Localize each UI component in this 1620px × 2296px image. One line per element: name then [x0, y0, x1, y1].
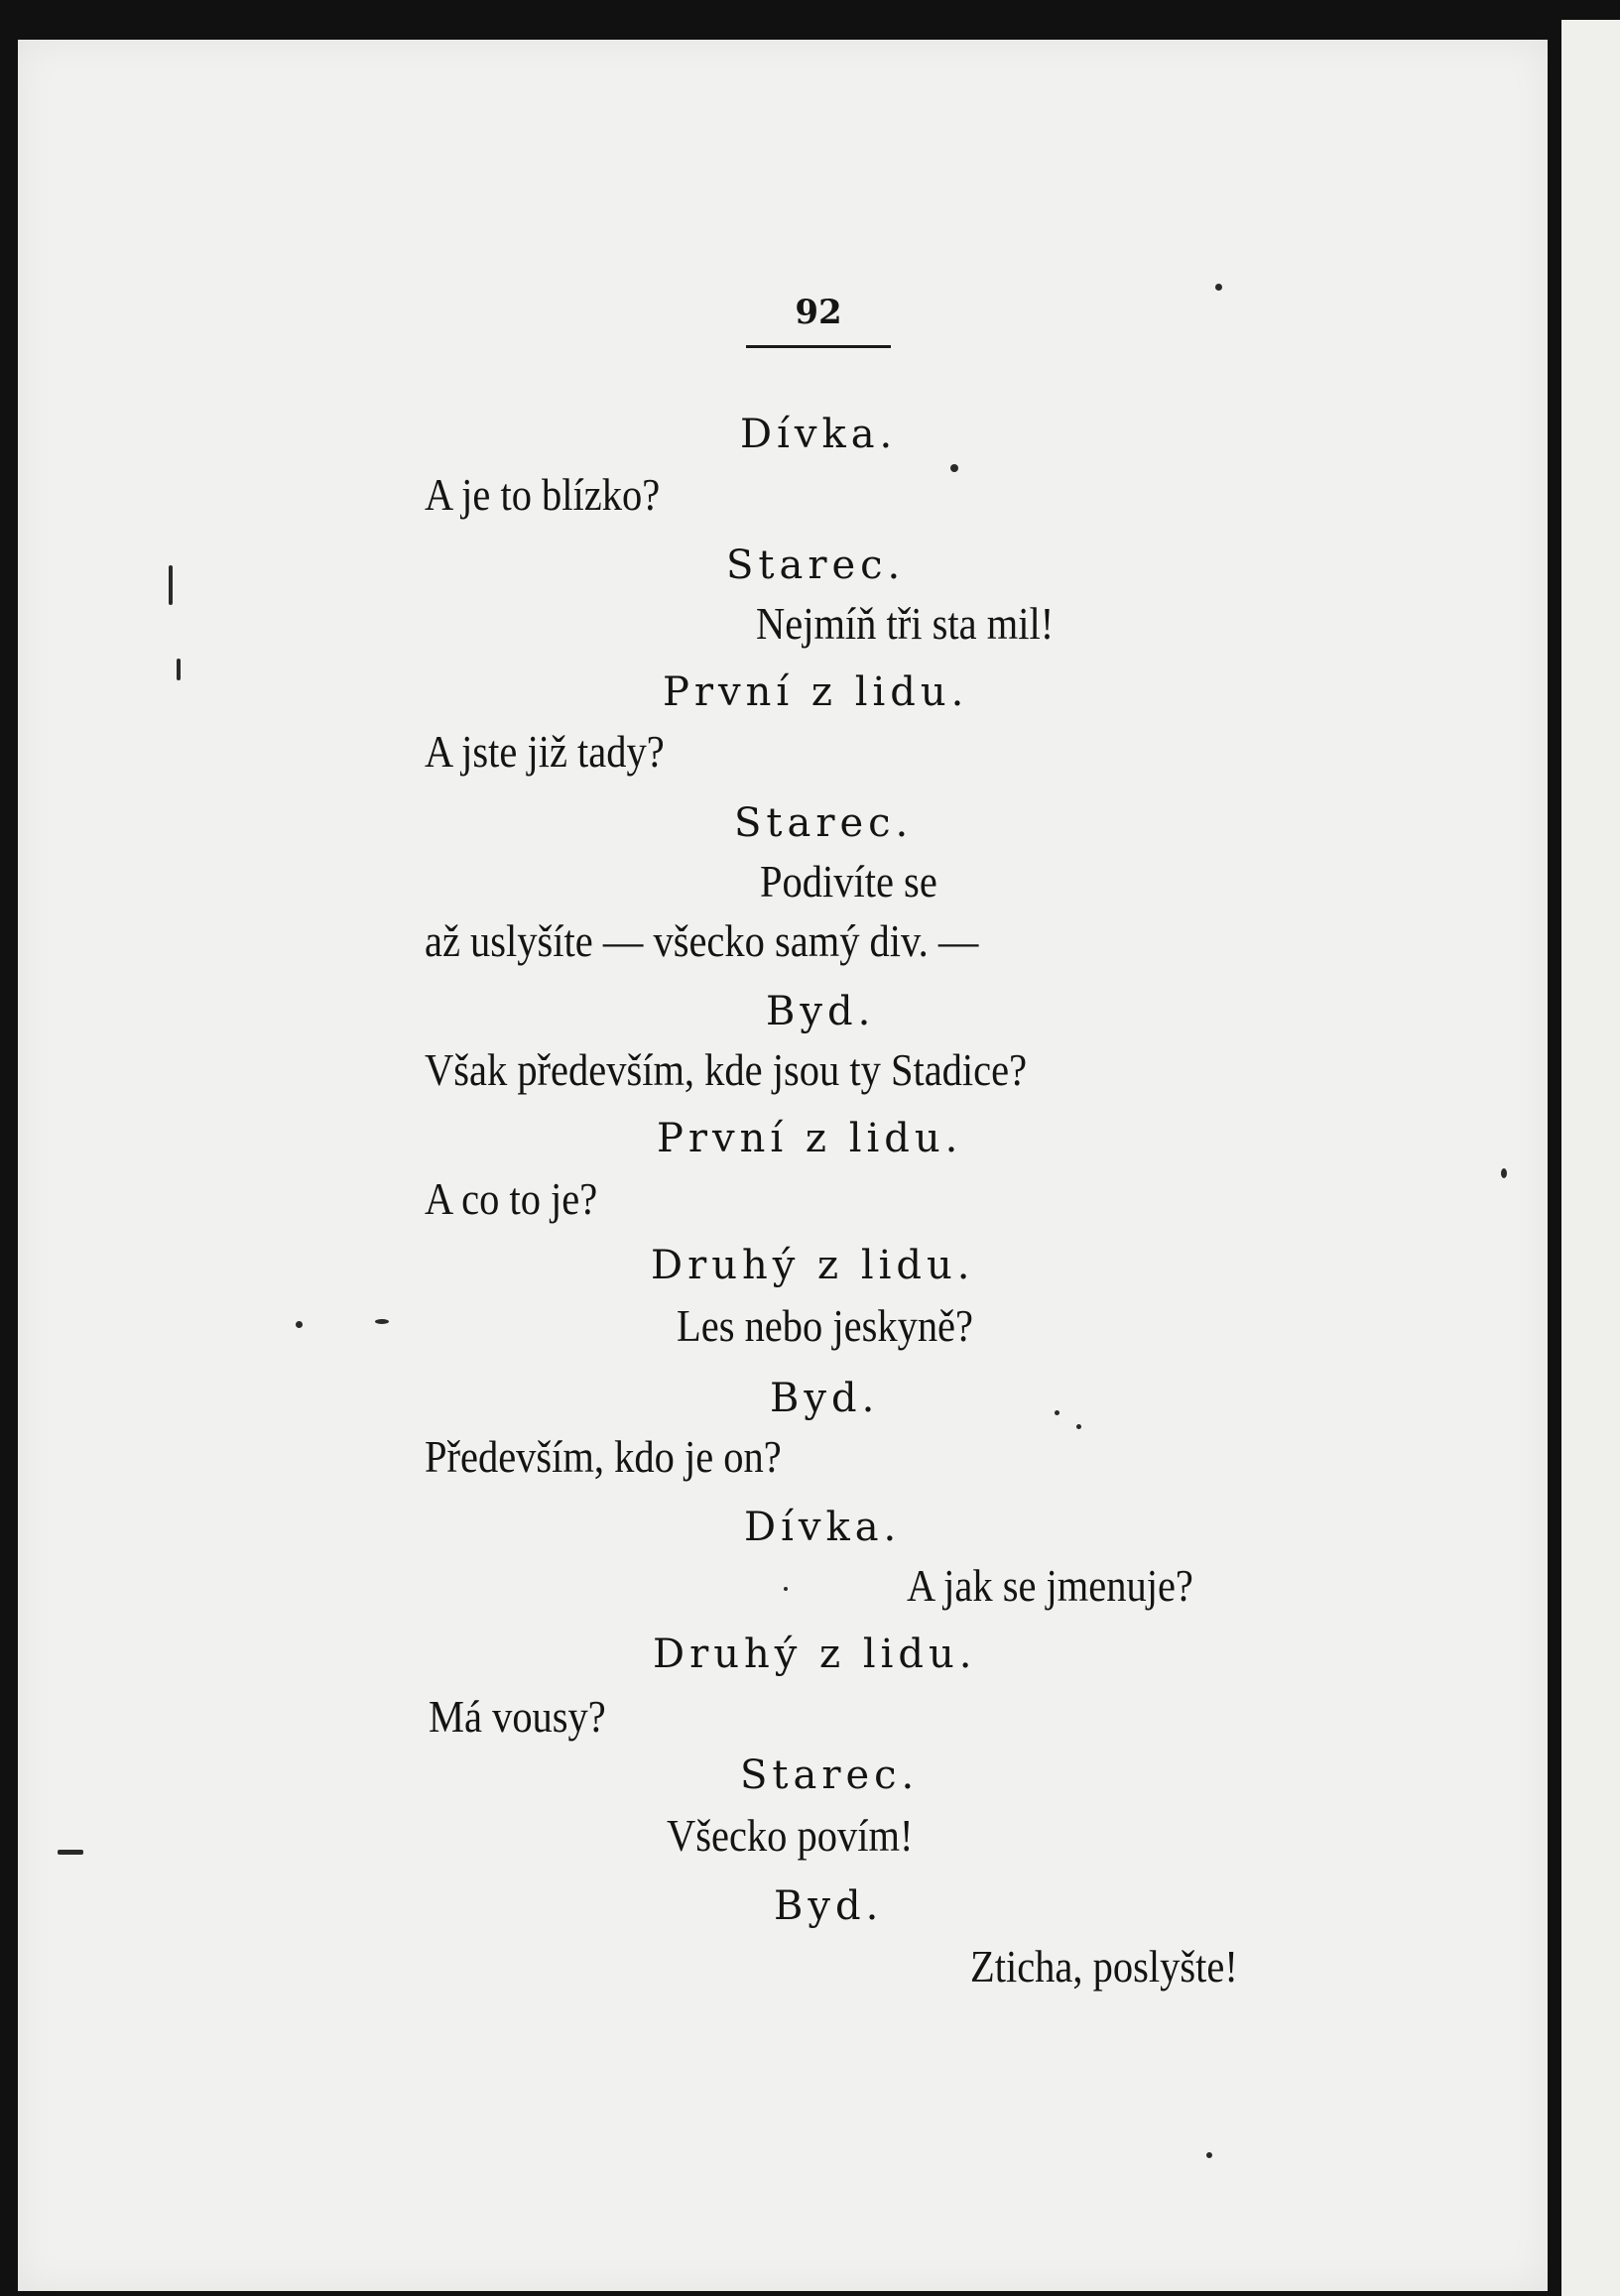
scan-speck — [950, 464, 958, 472]
verse-line: Především, kdo je on? — [425, 1431, 782, 1482]
scan-speck — [1206, 2152, 1212, 2158]
scan-speck — [1215, 284, 1222, 291]
speaker-line: První z lidu. — [657, 1116, 963, 1161]
speaker-line: Byd. — [774, 1883, 884, 1929]
scan-speck — [296, 1321, 303, 1328]
speaker-line: První z lidu. — [663, 669, 969, 715]
verse-line: Má vousy? — [429, 1691, 606, 1742]
speaker-line: Byd. — [770, 1376, 880, 1421]
speaker-line: Dívka. — [744, 1505, 902, 1550]
scan-speck — [1055, 1410, 1059, 1415]
scan-speck — [784, 1587, 788, 1591]
verse-line: Však především, kde jsou ty Stadice? — [425, 1044, 1028, 1095]
speaker-line: Druhý z lidu. — [653, 1631, 977, 1677]
page-number-rule — [746, 345, 891, 348]
verse-line: Všecko povím! — [667, 1810, 914, 1861]
book-page — [18, 40, 1548, 2291]
speaker-line: Starec. — [734, 800, 914, 846]
scan-speck — [1076, 1424, 1081, 1429]
scan-speck — [375, 1319, 389, 1324]
verse-line: Zticha, poslyšte! — [970, 1941, 1238, 1992]
verse-line: A je to blízko? — [425, 469, 661, 520]
verse-line: Podivíte se — [760, 856, 937, 906]
page-number: 92 — [795, 293, 842, 332]
verse-line: A jak se jmenuje? — [907, 1560, 1193, 1611]
scan-speck — [169, 565, 173, 605]
speaker-line: Starec. — [726, 543, 906, 588]
scan-speck — [58, 1850, 83, 1855]
speaker-line: Druhý z lidu. — [651, 1243, 975, 1288]
verse-line: až uslyšíte — všecko samý div. — — [425, 915, 979, 966]
speaker-line: Starec. — [740, 1752, 920, 1798]
verse-line: A jste již tady? — [425, 726, 665, 777]
scan-speck — [1501, 1168, 1507, 1178]
verse-line: Nejmíň tři sta mil! — [756, 598, 1055, 649]
scan-speck — [177, 659, 181, 680]
verse-line: A co to je? — [425, 1173, 598, 1224]
speaker-line: Dívka. — [740, 412, 898, 457]
adjacent-page-edge — [1561, 20, 1620, 2296]
verse-line: Les nebo jeskyně? — [677, 1300, 974, 1351]
speaker-line: Byd. — [766, 989, 876, 1034]
